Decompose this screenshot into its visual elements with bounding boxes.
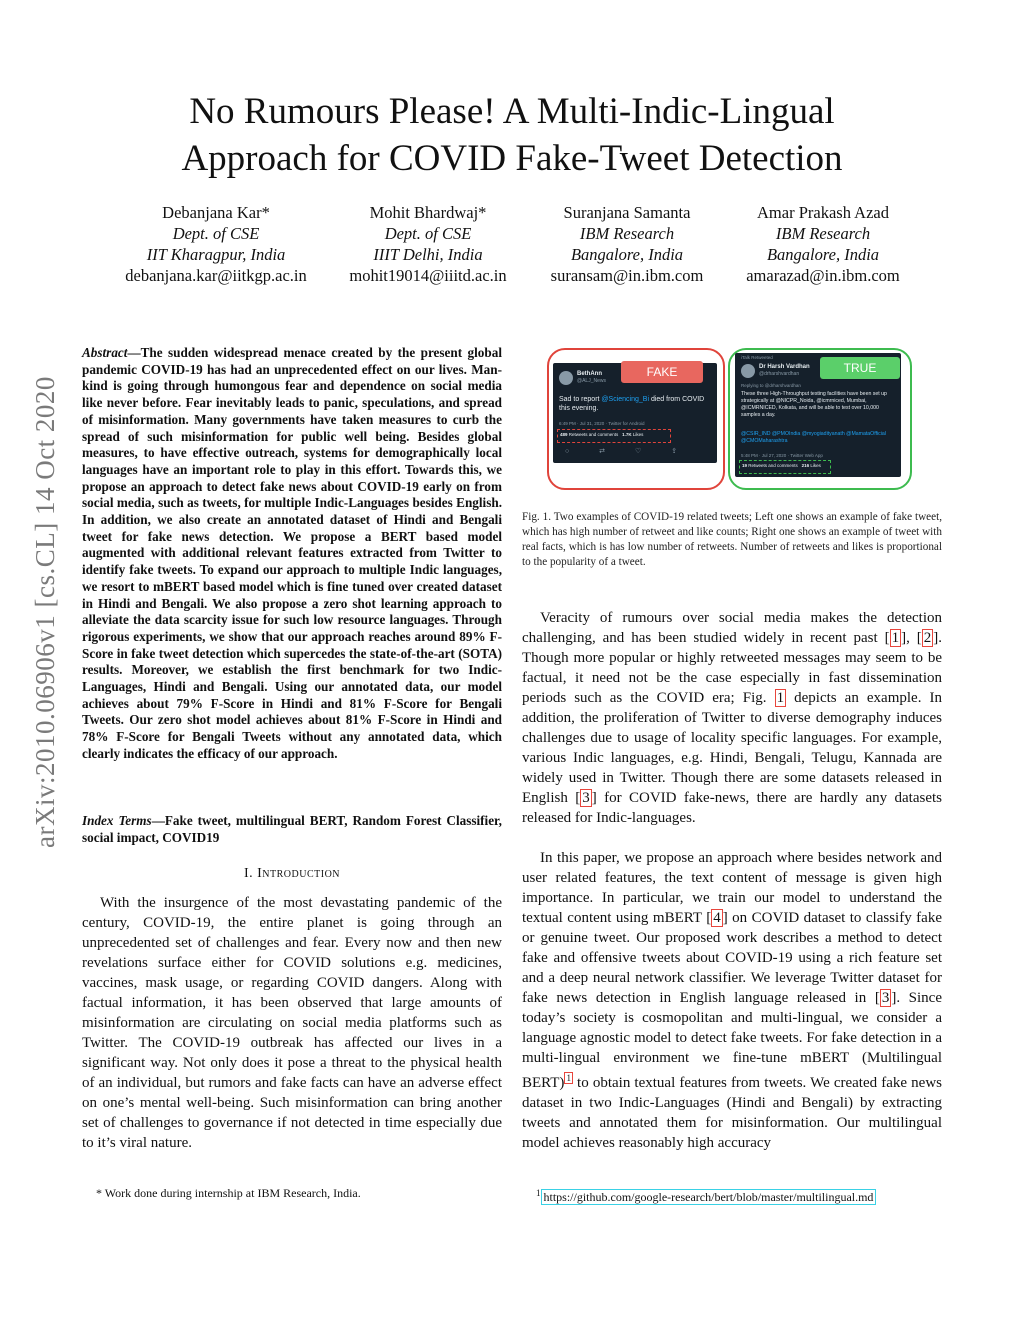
author-name: Debanjana Kar* <box>162 203 270 222</box>
citation-link[interactable]: 1 <box>891 630 900 646</box>
footnote-link[interactable]: 1 <box>566 1073 571 1083</box>
true-label-badge: TRUE <box>820 357 900 379</box>
author-name: Suranjana Samanta <box>563 203 691 222</box>
avatar <box>741 364 755 378</box>
like-count: 216 <box>801 463 810 468</box>
tweet-meta: 6:49 PM · Jul 31, 2020 · Twitter for Android <box>559 421 645 426</box>
figure-1 <box>545 345 945 493</box>
abstract-lead: Abstract <box>82 345 128 360</box>
author-affiliation: Bangalore, India <box>570 245 684 264</box>
text-run: to obtain textual features from tweets. We created fake news dataset in two Indic-Languages (Hindi and Bengali) by extracting tweets and annotated them for misinformation. Our multilingual model achieves reasonably high accuracy <box>522 1075 942 1151</box>
arxiv-identifier-stamp: arXiv:2010.06906v1 [cs.CL] 14 Oct 2020 <box>30 376 60 848</box>
index-terms <box>82 813 502 846</box>
tweet-meta: 5:48 PM · Jul 27, 2020 · Twitter Web App <box>741 453 823 458</box>
section-name: Introduction <box>257 866 341 881</box>
author-email[interactable]: amarazad@in.ibm.com <box>746 266 900 285</box>
text-run: ] on COVID dataset to classify fake or genuine tweet. Our proposed work describes a method to detect fake and offensive tweets about COVID-19 using a rich feature set and a deep neural network classifier. We leverage Twitter dataset for fake news detection in English language released in [ <box>522 910 942 1006</box>
author-email[interactable]: suransam@in.ibm.com <box>550 266 704 285</box>
retweet-count: 19 <box>742 463 748 468</box>
author-email[interactable]: debanjana.kar@iitkgp.ac.in <box>125 266 307 285</box>
footnote-left: * Work done during internship at IBM Research, India. <box>96 1186 361 1200</box>
figure-link[interactable]: 1 <box>776 690 785 706</box>
right-paragraph-1 <box>522 608 942 828</box>
tweet-author: Dr Harsh Vardhan <box>759 364 810 370</box>
footnote-url-link[interactable]: https://github.com/google-research/bert/blob/master/multilingual.md <box>541 1189 877 1205</box>
citation-link[interactable]: 3 <box>582 790 590 806</box>
author-affiliation: IIT Kharagpur, India <box>146 245 286 264</box>
title-line-1: No Rumours Please! A Multi-Indic-Lingual <box>189 91 835 132</box>
tweet-stats <box>560 432 643 437</box>
like-label: Likes <box>632 432 644 437</box>
author-block-1 <box>96 202 336 286</box>
tweet-action-icons: ○ ⇄ ♡ ⇪ <box>565 448 692 455</box>
author-dept: Dept. of CSE <box>172 224 260 243</box>
text-run: ] for COVID fake-news, there are hardly any datasets released for Indic-languages. <box>522 790 942 826</box>
abstract-text: —The sudden widespread menace created by the present global pandemic COVID-19 has had an unprecedented effect on our lives. Man-kind is going through humongous fear and dependence on social media like never before. Fear inevitably leads to panic, speculations, and spread of misinformation. Many governments have taken measures to curb the spread of such misinformation for public well being. Besides global measures, to have effective outreach, systems for demographically local languages have an important role to play in this effort. Towards this, we propose an approach to detect fake news about COVID-19 early on from social media, such as tweets, for multiple Indic-Languages besides English. In addition, we also create an annotated dataset of Hindi and Bengali tweet for fake news detection. We propose a BERT based model augmented with additional relevant features extracted from Twitter to identify fake tweets. To expand our approach to multiple Indic languages, we resort to mBERT based model which is fine tuned over created dataset in Hindi and Bengali. We also propose a zero shot learning approach to alleviate the data scarcity issue for such low resource languages. Through rigorous experiments, we show that our approach reaches around 89% F-Score in fake tweet detection which supercedes the state-of-the-art (SOTA) results. Moreover, we establish the first benchmark for two Indic-Languages, Hindi and Bengali. Using our annotated data, our model achieves about 79% F-Score in Hindi and 81% F-Score for Bengali Tweets. Our zero shot model achieves about 81% F-Score in Hindi and 78% F-Score for Bengali Tweets without any annotated data, which clearly indicates the efficacy of our approach. <box>82 345 502 761</box>
author-dept: IBM Research <box>775 224 871 243</box>
citation-link[interactable]: 4 <box>713 910 721 926</box>
reply-context: Replying to @drharshvardhan <box>741 383 801 388</box>
text-run: depicts an example. In addition, the proliferation of Twitter to diverse demography induces challenges due to usage of locality specific languages. For example, various Indic languages, e.g. Hindi, Bengali, Telugu, Kannada are widely used in Twitter. Though there are some datasets released in English [ <box>522 690 942 806</box>
retweet-label: Retweets and comments <box>568 432 619 437</box>
tweet-text-part: Sad to report <box>559 396 602 403</box>
avatar <box>559 371 573 385</box>
text-run: ], [ <box>901 630 922 646</box>
tweet-stats <box>742 463 821 468</box>
figure-caption: Fig. 1. Two examples of COVID-19 related tweets; Left one shows an example of fake tweet, which has high number of retweet and like counts; Right one shows an example of tweet with real facts, which is has low number of retweets. Number of retweets and likes is proportional to the popularity of a tweet. <box>522 511 942 568</box>
text-run: In this paper, we propose an approach where besides network and user related features, the text content of message is given high importance. In particular, we train our model to understand the textual content using mBERT [ <box>522 850 942 926</box>
tweet-handle: @drharshvardhan <box>759 371 800 377</box>
right-paragraph-2 <box>522 848 942 1153</box>
retweet-context: iTalk Retweeted <box>741 355 773 360</box>
author-dept: Dept. of CSE <box>384 224 472 243</box>
paper-title <box>0 88 1024 182</box>
index-terms-lead: Index Terms <box>82 813 152 828</box>
fake-label-badge: FAKE <box>621 361 703 383</box>
author-affiliation: IIIT Delhi, India <box>373 245 483 264</box>
tweet-handle: @ALJ_News <box>577 378 606 384</box>
intro-paragraph: With the insurgence of the most devastating pandemic of the century, COVID-19, the entire planet is going through an unprecedented set of challenges and fear. Every now and then new revelations surface either for COVID solutions e.g. medicines, vaccines, mask usage, or regarding COVID dangers. Along with factual information, it has been observed that large amounts of misinformation are circulating on social media platforms such as Twitter. The COVID-19 outbreak has affected our lives in a significant way. Not only does it pose a threat to the physical health of an individual, but rumors and fake facts can have an adverse effect on one’s mental well-being. Such misinformation can bring another set of challenges to governance if not detected in time especially due to it’s viral nature. <box>82 895 502 1151</box>
author-affiliation: Bangalore, India <box>766 245 880 264</box>
author-block-4 <box>703 202 943 286</box>
section-heading <box>82 866 502 882</box>
text-run: ]. Though more popular or highly retweeted messages may seem to be factual, it need not be the case especially in fast dissemination periods such as the COVID era; Fig. <box>522 630 943 706</box>
author-name: Amar Prakash Azad <box>757 203 889 222</box>
tweet-mentions: @CSIR_IND @PMOIndia @myogiadityanath @MamataOfficial @CMOMaharashtra <box>741 431 886 444</box>
footnote-mark: 1 <box>536 1188 541 1198</box>
author-dept: IBM Research <box>579 224 675 243</box>
tweet-mention: @Sciencing_Bi <box>601 396 649 403</box>
title-line-2: Approach for COVID Fake-Tweet Detection <box>181 138 843 179</box>
tweet-text <box>559 395 709 413</box>
tweet-text-part: died from COVID this evening. <box>559 396 705 412</box>
citation-link[interactable]: 3 <box>881 990 890 1006</box>
like-label: Likes <box>810 463 821 468</box>
retweet-count: 489 <box>560 432 568 437</box>
author-email[interactable]: mohit19014@iiitd.ac.in <box>349 266 507 285</box>
footnote-right <box>522 1186 956 1205</box>
text-run: ]. Since today’s society is cosmopolitan and multi-lingual, we consider a language agnostic model to detect fake tweets. For fake detection in a multi-lingual environment we fine-tune mBERT (Multilingual BERT) <box>522 990 942 1091</box>
retweet-label: Retweets and comments <box>748 463 798 468</box>
tweet-text: These three High-Throughput testing facilities have been set up strategically at @NICPR_Noida, @icmrniced, Mumbai, @ICMRNICED, Kolkata, and will be able to test over 10,000 samples a day. <box>741 391 887 418</box>
section-number: I. <box>243 866 254 881</box>
index-terms-text: —Fake tweet, multilingual BERT, Random Forest Classifier, social impact, COVID19 <box>82 813 502 845</box>
tweet-author: BethAnn <box>577 371 602 377</box>
like-count: 1.7K <box>622 432 632 437</box>
author-name: Mohit Bhardwaj* <box>369 203 487 222</box>
citation-link[interactable]: 2 <box>923 630 932 646</box>
text-run: Veracity of rumours over social media makes the detection challenging, and has been studied widely in recent past [ <box>522 610 942 646</box>
abstract <box>82 345 502 763</box>
